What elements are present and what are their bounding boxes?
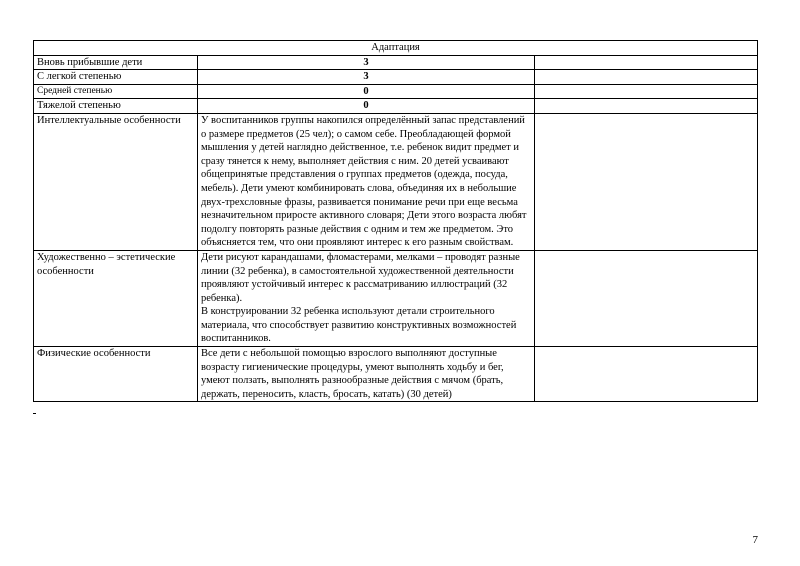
feature-description — [198, 250, 535, 346]
empty-cell — [535, 84, 758, 99]
table-row — [34, 84, 758, 99]
table-row — [34, 250, 758, 346]
row-value: 3 — [198, 55, 535, 70]
row-label: Средней степенью — [34, 84, 198, 99]
feature-paragraph: В конструировании 32 ребенка используют детали строительного материала, что способствует развитию конструктивных возможностей воспитанников. — [201, 306, 517, 345]
feature-label: Интеллектуальные особенности — [34, 113, 198, 250]
table-row — [34, 55, 758, 70]
empty-cell — [535, 113, 758, 250]
page-number: 7 — [752, 534, 758, 546]
feature-label: Физические особенности — [34, 347, 198, 402]
empty-cell — [535, 250, 758, 346]
table-row — [34, 347, 758, 402]
feature-label: Художественно – эстетические особенности — [34, 250, 198, 346]
table-title: Адаптация — [34, 41, 758, 56]
empty-cell — [535, 99, 758, 114]
feature-description: У воспитанников группы накопился определённый запас представлений о размере предметов (25 чел); о самом себе. Преобладающей формой мышления у детей наглядно действенное, т.е. ребенок видит предмет и сразу тянется к нему, выполняет действия с ним. 20 детей усваивают общепринятые представления о группах предметов (одежда, посуда, мебель). Дети умеют комбинировать слова, объединяя их в небольшие двух-трехсловные фразы, развивается понимание речи при еще весьма незначительном приросте активного словаря; Дети этого возраста любят подолгу повторять разные действия с одним и тем же предметом. Это объясняется тем, что они проявляют интерес к его разным свойствам. — [198, 113, 535, 250]
row-label: Тяжелой степенью — [34, 99, 198, 114]
trailing-mark — [33, 413, 36, 414]
table-row — [34, 99, 758, 114]
empty-cell — [535, 70, 758, 85]
feature-description: Все дети с небольшой помощью взрослого выполняют доступные возрасту гигиенические процедуры, умеют выполнять ходьбу и бег, умеют ползать, выполнять разнообразные действия с мячом (брать, держать, переносить, класть, бросать, катать) (30 детей) — [198, 347, 535, 402]
table-row — [34, 70, 758, 85]
table-row — [34, 113, 758, 250]
empty-cell — [535, 55, 758, 70]
row-label: С легкой степенью — [34, 70, 198, 85]
feature-paragraph: Дети рисуют карандашами, фломастерами, мелками – проводят разные линии (32 ребенка), в самостоятельной художественной деятельности проявляют устойчивый интерес к рассматриванию иллюстраций (32 ребенка). — [201, 251, 520, 304]
row-label: Вновь прибывшие дети — [34, 55, 198, 70]
row-value: 0 — [198, 99, 535, 114]
row-value: 3 — [198, 70, 535, 85]
empty-cell — [535, 347, 758, 402]
adaptation-table — [33, 40, 758, 402]
row-value: 0 — [198, 84, 535, 99]
table-title-row — [34, 41, 758, 56]
